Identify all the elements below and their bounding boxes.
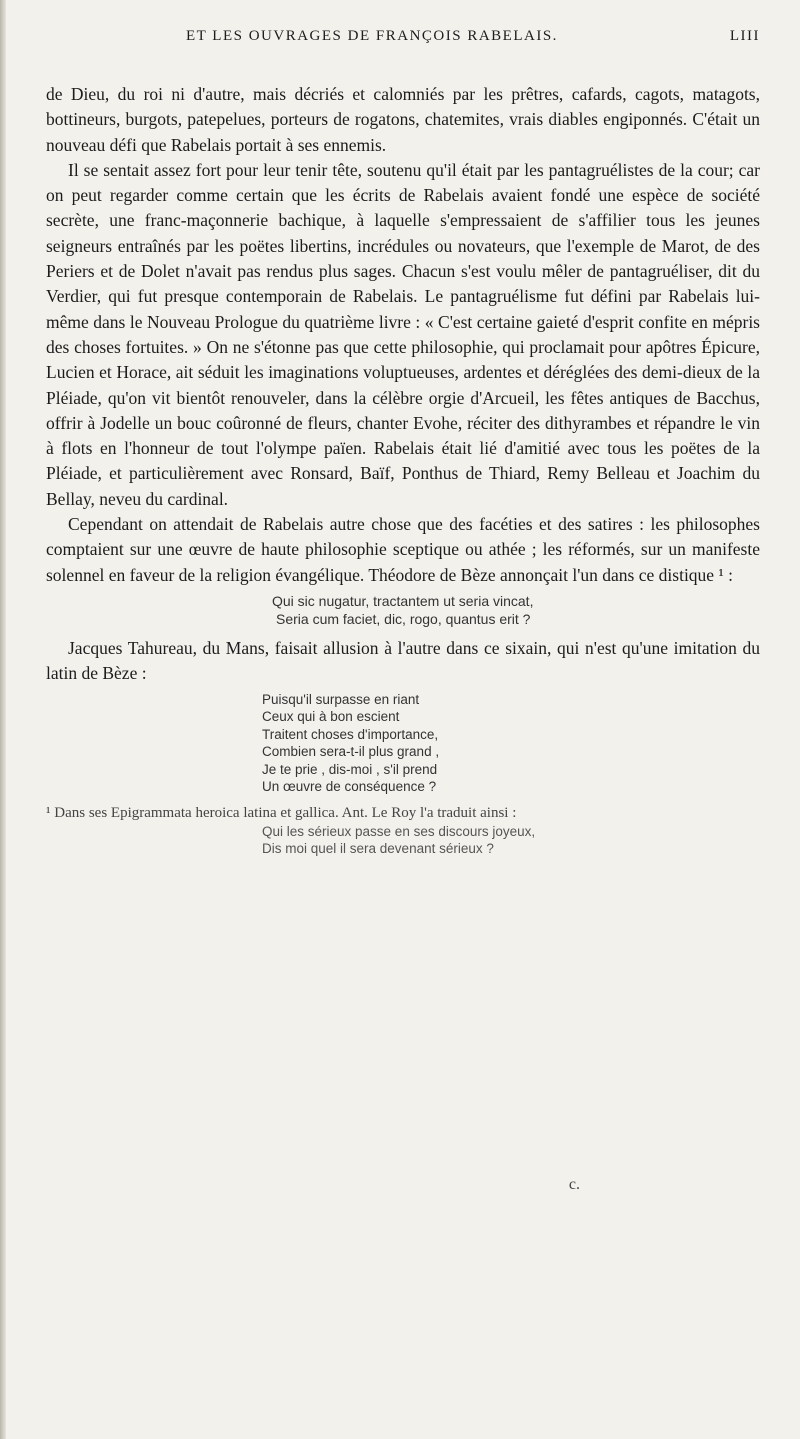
sixain-line: Combien sera-t-il plus grand ,	[262, 744, 440, 760]
signature-mark: c.	[568, 1176, 580, 1193]
sixain-line: Un œuvre de conséquence ?	[262, 779, 437, 795]
paragraph-continuation: de Dieu, du roi ni d'autre, mais décriés et calomniés par les prêtres, cafards, cagots, matagots, bottineurs, burgots, patepelues, porteurs de rogatons, chatemites, vrais diables engiponnés. C'était un nouveau défi que Rabelais portait à ses ennemis.	[46, 84, 760, 155]
paragraph-tahureau: Jacques Tahureau, du Mans, faisait allusion à l'autre dans ce sixain, qui n'est qu'une imitation du latin de Bèze :	[46, 637, 760, 684]
footnote-verse	[262, 823, 760, 858]
french-sixain	[262, 691, 760, 796]
paragraph-beze: Cependant on attendait de Rabelais autre chose que des facéties et des satires : les philosophes comptaient sur une œuvre de haute philosophie sceptique ou athée ; les réformés, sur un manifeste solennel en faveur de la religion évangélique. Théodore de Bèze annonçait l'un dans ce distique ¹ :	[46, 514, 760, 585]
sixain-line: Traitent choses d'importance,	[262, 726, 439, 742]
latin-distich	[272, 592, 760, 628]
sixain-line: Ceux qui à bon escient	[262, 709, 400, 725]
running-title: ET LES OUVRAGES DE FRANÇOIS RABELAIS.	[186, 28, 558, 44]
page-header	[46, 28, 760, 58]
page-number: LIII	[729, 28, 760, 44]
distich-line: Qui sic nugatur, tractantem ut seria vincat,	[272, 592, 534, 609]
sixain-line: Puisqu'il surpasse en riant	[262, 691, 420, 707]
footnote-verse-line: Qui les sérieux passe en ses discours joyeux,	[262, 823, 536, 839]
sixain-line: Je te prie , dis-moi , s'il prend	[262, 761, 438, 777]
paragraph-pantagruelisme: Il se sentait assez fort pour leur tenir tête, soutenu qu'il était par les pantagruélistes de la cour; car on peut regarder comme certain que les écrits de Rabelais avaient fondé une espèce de société secrète, une franc-maçonnerie bachique, à laquelle s'empressaient de s'affilier tous les jeunes seigneurs entraînés par les poëtes libertins, incrédules ou novateurs, que l'exemple de Marot, de des Periers et de Dolet n'avait pas rendus plus sages. Chacun s'est voulu mêler de pantagruéliser, dit du Verdier, qui fut presque contemporain de Rabelais. Le pantagruélisme fut défini par Rabelais lui-même dans le Nouveau Prologue du quatrième livre : « C'est certaine gaieté d'esprit confite en mépris des choses fortuites. » On ne s'étonne pas que cette philosophie, qui proclamait pour apôtres Épicure, Lucien et Horace, ait séduit les imaginations voluptueuses, ardentes et déréglées des demi-dieux de la Pléiade, qu'on vit bientôt renouveler, dans la célèbre orgie d'Arcueil, les fêtes antiques de Bacchus, offrir à Jodelle un bouc coûronné de fleurs, chanter Evohe, réciter des dithyrambes et répandre le vin à flots en l'honneur de tout l'olympe païen. Rabelais était lié d'amitié avec tous les poëtes de la Pléiade, et particulièrement avec Ronsard, Baïf, Ponthus de Thiard, Remy Belleau et Joachim du Bellay, neveu du cardinal.	[46, 159, 760, 509]
body-text	[46, 82, 760, 858]
footnote-verse-line: Dis moi quel il sera devenant sérieux ?	[262, 841, 494, 857]
footnote-text: ¹ Dans ses Epigrammata heroica latina et gallica. Ant. Le Roy l'a traduit ainsi :	[46, 804, 517, 821]
footnote	[46, 804, 760, 858]
distich-line: Seria cum faciet, dic, rogo, quantus erit ?	[276, 610, 531, 627]
